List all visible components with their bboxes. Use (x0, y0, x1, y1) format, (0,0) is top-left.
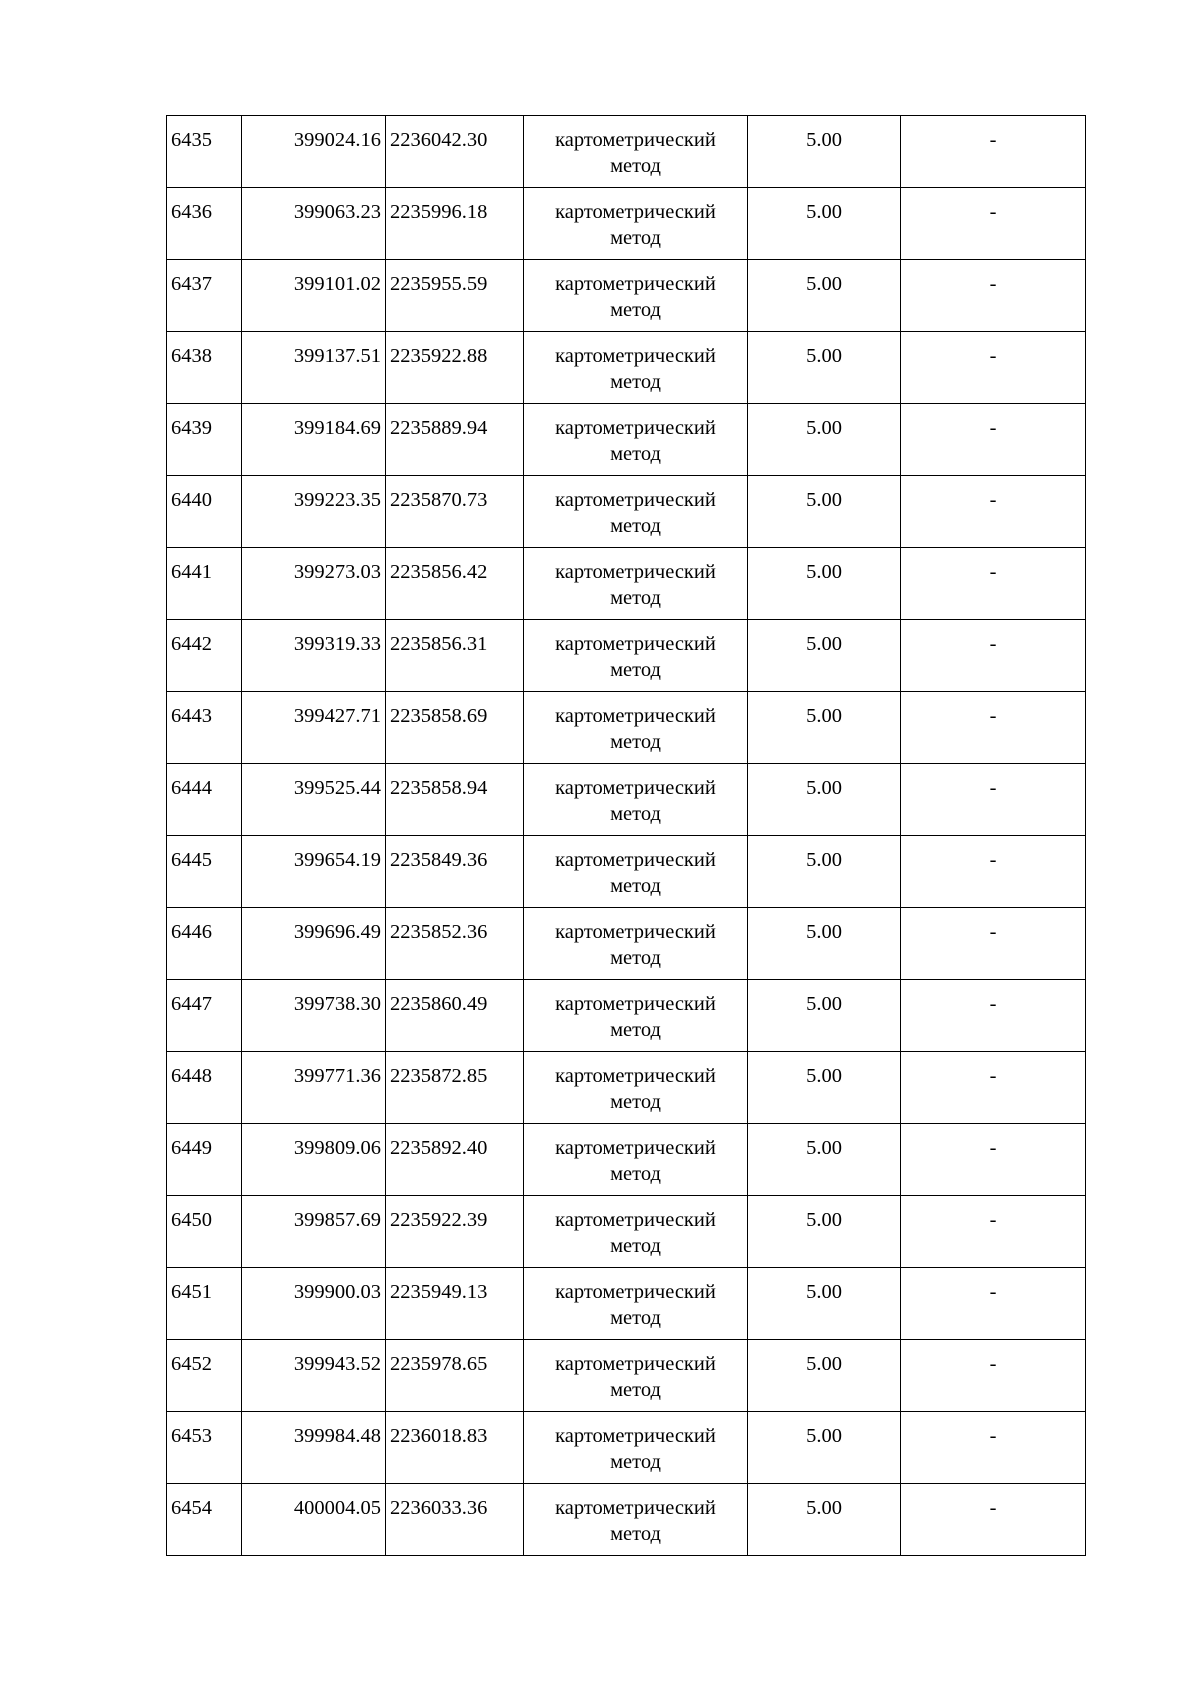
x-coordinate-cell: 399696.49 (242, 908, 386, 980)
point-number-cell: 6447 (167, 980, 242, 1052)
y-coordinate-cell: 2235949.13 (386, 1268, 524, 1340)
description-cell: - (901, 404, 1086, 476)
method-cell: картометрический метод (524, 1340, 748, 1412)
accuracy-cell: 5.00 (748, 260, 901, 332)
accuracy-cell: 5.00 (748, 836, 901, 908)
point-number-cell: 6437 (167, 260, 242, 332)
x-coordinate-cell: 399771.36 (242, 1052, 386, 1124)
point-number-cell: 6436 (167, 188, 242, 260)
method-cell: картометрический метод (524, 764, 748, 836)
y-coordinate-cell: 2235955.59 (386, 260, 524, 332)
description-cell: - (901, 1340, 1086, 1412)
method-cell: картометрический метод (524, 116, 748, 188)
accuracy-cell: 5.00 (748, 908, 901, 980)
x-coordinate-cell: 399943.52 (242, 1340, 386, 1412)
y-coordinate-cell: 2235849.36 (386, 836, 524, 908)
point-number-cell: 6440 (167, 476, 242, 548)
description-cell: - (901, 1196, 1086, 1268)
y-coordinate-cell: 2235872.85 (386, 1052, 524, 1124)
x-coordinate-cell: 399137.51 (242, 332, 386, 404)
method-cell: картометрический метод (524, 260, 748, 332)
method-cell: картометрический метод (524, 1268, 748, 1340)
description-cell: - (901, 476, 1086, 548)
description-cell: - (901, 188, 1086, 260)
method-cell: картометрический метод (524, 1412, 748, 1484)
x-coordinate-cell: 399525.44 (242, 764, 386, 836)
accuracy-cell: 5.00 (748, 548, 901, 620)
accuracy-cell: 5.00 (748, 1412, 901, 1484)
x-coordinate-cell: 400004.05 (242, 1484, 386, 1556)
x-coordinate-cell: 399900.03 (242, 1268, 386, 1340)
table-row (167, 764, 1086, 836)
x-coordinate-cell: 399319.33 (242, 620, 386, 692)
accuracy-cell: 5.00 (748, 980, 901, 1052)
y-coordinate-cell: 2235858.94 (386, 764, 524, 836)
accuracy-cell: 5.00 (748, 1484, 901, 1556)
method-cell: картометрический метод (524, 1124, 748, 1196)
table-row (167, 980, 1086, 1052)
y-coordinate-cell: 2236033.36 (386, 1484, 524, 1556)
table-row (167, 1124, 1086, 1196)
y-coordinate-cell: 2235996.18 (386, 188, 524, 260)
x-coordinate-cell: 399654.19 (242, 836, 386, 908)
point-number-cell: 6446 (167, 908, 242, 980)
accuracy-cell: 5.00 (748, 1268, 901, 1340)
y-coordinate-cell: 2235858.69 (386, 692, 524, 764)
method-cell: картометрический метод (524, 980, 748, 1052)
point-number-cell: 6453 (167, 1412, 242, 1484)
x-coordinate-cell: 399223.35 (242, 476, 386, 548)
description-cell: - (901, 332, 1086, 404)
method-cell: картометрический метод (524, 332, 748, 404)
y-coordinate-cell: 2235922.88 (386, 332, 524, 404)
point-number-cell: 6439 (167, 404, 242, 476)
x-coordinate-cell: 399063.23 (242, 188, 386, 260)
point-number-cell: 6443 (167, 692, 242, 764)
point-number-cell: 6441 (167, 548, 242, 620)
point-number-cell: 6450 (167, 1196, 242, 1268)
table-row (167, 1196, 1086, 1268)
table-row (167, 548, 1086, 620)
y-coordinate-cell: 2235856.31 (386, 620, 524, 692)
y-coordinate-cell: 2235892.40 (386, 1124, 524, 1196)
x-coordinate-cell: 399984.48 (242, 1412, 386, 1484)
accuracy-cell: 5.00 (748, 692, 901, 764)
method-cell: картометрический метод (524, 692, 748, 764)
y-coordinate-cell: 2235860.49 (386, 980, 524, 1052)
description-cell: - (901, 1124, 1086, 1196)
point-number-cell: 6435 (167, 116, 242, 188)
method-cell: картометрический метод (524, 1052, 748, 1124)
description-cell: - (901, 1268, 1086, 1340)
table-row (167, 692, 1086, 764)
x-coordinate-cell: 399427.71 (242, 692, 386, 764)
method-cell: картометрический метод (524, 548, 748, 620)
point-number-cell: 6445 (167, 836, 242, 908)
description-cell: - (901, 260, 1086, 332)
coordinates-table (166, 115, 1086, 1556)
table-row (167, 1052, 1086, 1124)
accuracy-cell: 5.00 (748, 116, 901, 188)
y-coordinate-cell: 2235922.39 (386, 1196, 524, 1268)
table-row (167, 620, 1086, 692)
point-number-cell: 6452 (167, 1340, 242, 1412)
point-number-cell: 6438 (167, 332, 242, 404)
description-cell: - (901, 908, 1086, 980)
table-row (167, 1412, 1086, 1484)
table-row (167, 1340, 1086, 1412)
y-coordinate-cell: 2235870.73 (386, 476, 524, 548)
method-cell: картометрический метод (524, 404, 748, 476)
method-cell: картометрический метод (524, 620, 748, 692)
x-coordinate-cell: 399024.16 (242, 116, 386, 188)
x-coordinate-cell: 399809.06 (242, 1124, 386, 1196)
accuracy-cell: 5.00 (748, 476, 901, 548)
point-number-cell: 6444 (167, 764, 242, 836)
point-number-cell: 6448 (167, 1052, 242, 1124)
description-cell: - (901, 980, 1086, 1052)
description-cell: - (901, 836, 1086, 908)
method-cell: картометрический метод (524, 836, 748, 908)
description-cell: - (901, 1412, 1086, 1484)
x-coordinate-cell: 399857.69 (242, 1196, 386, 1268)
y-coordinate-cell: 2235978.65 (386, 1340, 524, 1412)
table-row (167, 116, 1086, 188)
accuracy-cell: 5.00 (748, 404, 901, 476)
table-row (167, 260, 1086, 332)
point-number-cell: 6454 (167, 1484, 242, 1556)
x-coordinate-cell: 399184.69 (242, 404, 386, 476)
table-row (167, 404, 1086, 476)
accuracy-cell: 5.00 (748, 188, 901, 260)
method-cell: картометрический метод (524, 908, 748, 980)
point-number-cell: 6442 (167, 620, 242, 692)
table-row (167, 476, 1086, 548)
x-coordinate-cell: 399738.30 (242, 980, 386, 1052)
description-cell: - (901, 1052, 1086, 1124)
description-cell: - (901, 548, 1086, 620)
description-cell: - (901, 692, 1086, 764)
point-number-cell: 6449 (167, 1124, 242, 1196)
method-cell: картометрический метод (524, 1484, 748, 1556)
accuracy-cell: 5.00 (748, 1340, 901, 1412)
description-cell: - (901, 116, 1086, 188)
accuracy-cell: 5.00 (748, 332, 901, 404)
y-coordinate-cell: 2236018.83 (386, 1412, 524, 1484)
table-row (167, 332, 1086, 404)
method-cell: картометрический метод (524, 1196, 748, 1268)
accuracy-cell: 5.00 (748, 620, 901, 692)
accuracy-cell: 5.00 (748, 1196, 901, 1268)
table-row (167, 1268, 1086, 1340)
y-coordinate-cell: 2236042.30 (386, 116, 524, 188)
table-row (167, 188, 1086, 260)
coordinates-table-body (167, 116, 1086, 1556)
accuracy-cell: 5.00 (748, 764, 901, 836)
point-number-cell: 6451 (167, 1268, 242, 1340)
table-row (167, 908, 1086, 980)
y-coordinate-cell: 2235856.42 (386, 548, 524, 620)
table-row (167, 1484, 1086, 1556)
method-cell: картометрический метод (524, 188, 748, 260)
method-cell: картометрический метод (524, 476, 748, 548)
x-coordinate-cell: 399273.03 (242, 548, 386, 620)
description-cell: - (901, 620, 1086, 692)
accuracy-cell: 5.00 (748, 1124, 901, 1196)
accuracy-cell: 5.00 (748, 1052, 901, 1124)
y-coordinate-cell: 2235852.36 (386, 908, 524, 980)
y-coordinate-cell: 2235889.94 (386, 404, 524, 476)
description-cell: - (901, 1484, 1086, 1556)
x-coordinate-cell: 399101.02 (242, 260, 386, 332)
description-cell: - (901, 764, 1086, 836)
table-row (167, 836, 1086, 908)
